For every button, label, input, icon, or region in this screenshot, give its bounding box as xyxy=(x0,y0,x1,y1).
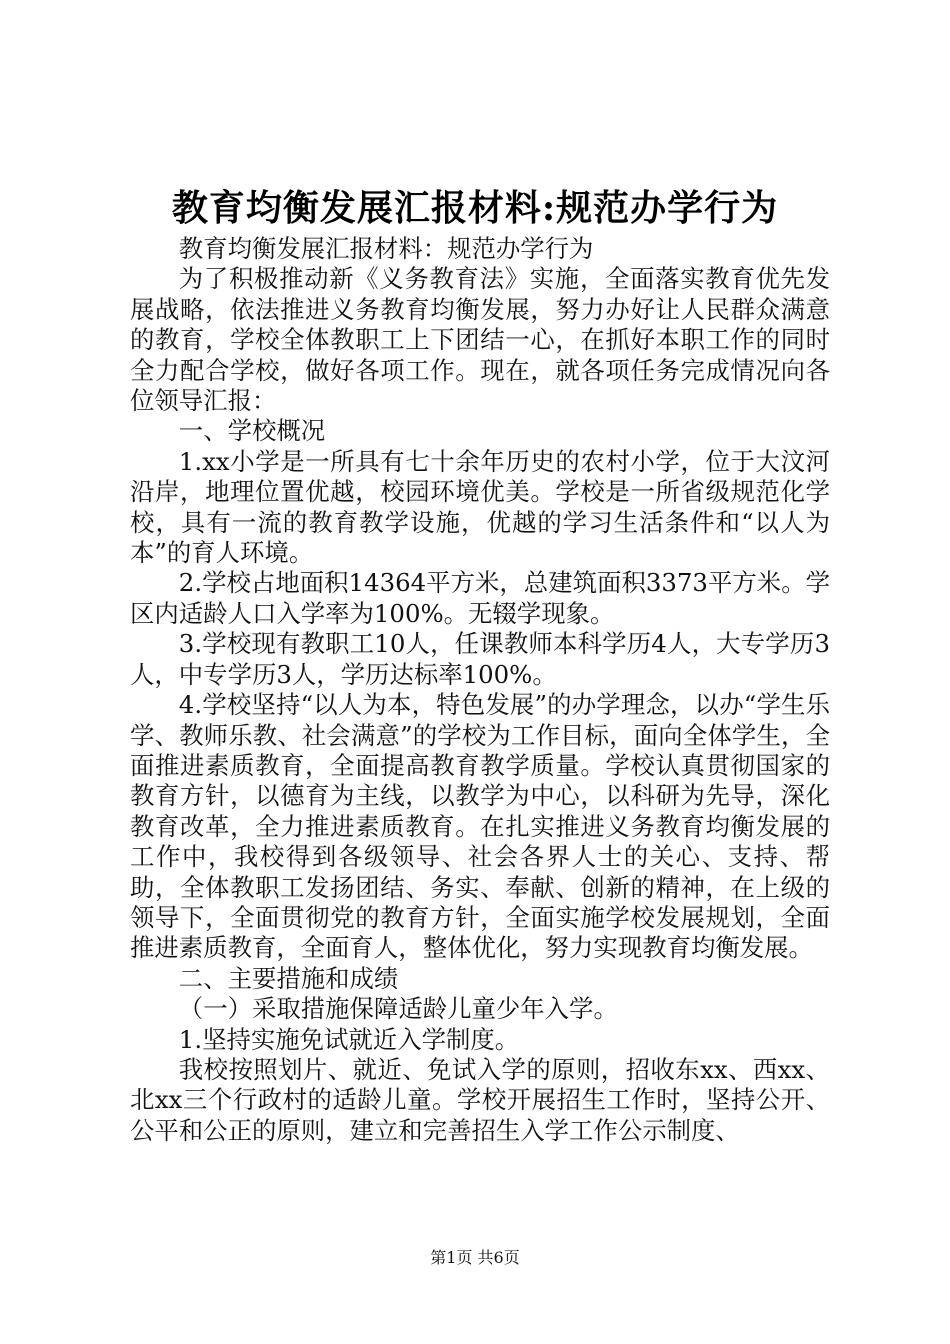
paragraph-subtitle: 教育均衡发展汇报材料：规范办学行为 xyxy=(178,234,594,263)
paragraph-item-3: 3.学校现有教职工10人，任课教师本科学历4人，大专学历3人，中专学历3人，学历达标率100%。 xyxy=(130,629,830,689)
document-title: 教育均衡发展汇报材料:规范办学行为 xyxy=(171,187,779,229)
subsection-heading-1: （一）采取措施保障适龄儿童少年入学。 xyxy=(178,994,618,1024)
paragraph-item-1: 1.xx小学是一所具有七十余年历史的农村小学，位于大汶河沿岸，地理位置优越，校园环境优美。学校是一所省级规范化学校，具有一流的教育教学设施，优越的学习生活条件和“以人为本”的育人环境。 xyxy=(130,446,830,568)
section-heading-measures: 二、主要措施和成绩 xyxy=(178,963,399,993)
paragraph-measure-1: 1.坚持实施免试就近入学制度。 xyxy=(178,1024,520,1054)
paragraph-intro: 为了积极推动新《义务教育法》实施，全面落实教育优先发展战略，依法推进义务教育均衡发展，努力办好让人民群众满意的教育，学校全体教职工上下团结一心，在抓好本职工作的同时全力配合学校，做好各项工作。现在，就各项任务完成情况向各位领导汇报： xyxy=(130,264,830,416)
paragraph-item-4: 4.学校坚持“以人为本，特色发展”的办学理念，以办“学生乐学、教师乐教、社会满意”的学校为工作目标，面向全体学生，全面推进素质教育，全面提高教育教学质量。学校认真贯彻国家的教育方针，以德育为主线，以教学为中心，以科研为先导，深化教育改革，全力推进素质教育。在扎实推进义务教育均衡发展的工作中，我校得到各级领导、社会各界人士的关心、支持、帮助，全体教职工发扬团结、务实、奉献、创新的精神，在上级的领导下，全面贯彻党的教育方针，全面实施学校发展规划，全面推进素质教育，全面育人，整体优化，努力实现教育均衡发展。 xyxy=(130,690,830,963)
paragraph-enrollment: 我校按照划片、就近、免试入学的原则，招收东xx、西xx、北xx三个行政村的适龄儿童。学校开展招生工作时，坚持公开、公平和公正的原则，建立和完善招生入学工作公示制度、 xyxy=(130,1054,830,1145)
section-heading-overview: 一、学校概况 xyxy=(178,416,326,446)
page-number-footer: 第1页 共6页 xyxy=(430,1248,520,1267)
paragraph-item-2: 2.学校占地面积14364平方米，总建筑面积3373平方米。学区内适龄人口入学率为100%。无辍学现象。 xyxy=(130,568,830,628)
document-body xyxy=(130,234,830,1146)
